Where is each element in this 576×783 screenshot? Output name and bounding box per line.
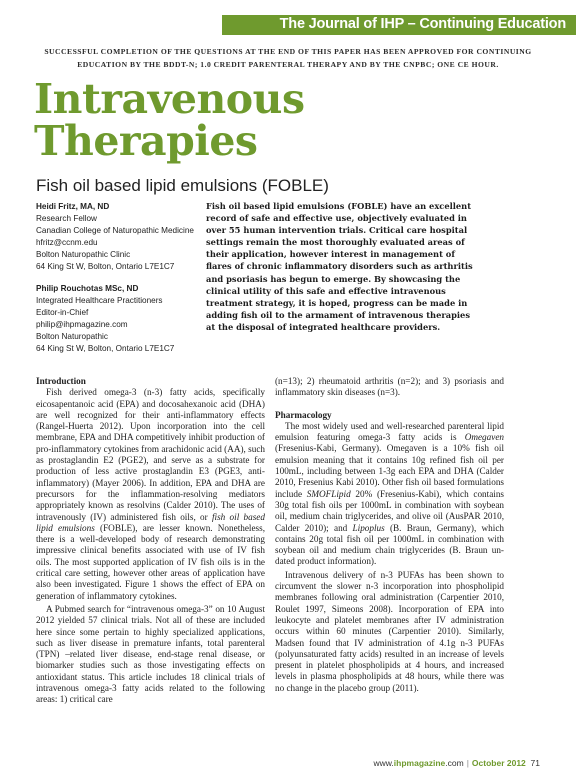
- paragraph: Intravenous delivery of n-3 PUFAs has been shown to circumvent the slower n-3 incorporation into phospholipid membranes following oral administration (Carpentier 2010, Roulet 1997, Simeons 2008). Incorporation of EPA into leukocyte and platelet membranes after IV administration occurs within 60 minutes (Carpentier 2010). Similarly, Madsen found that IV administration of 4.1g n-3 PUFAs (polyunsaturated fatty acids) resulted in an increase of levels present in platelet phospholipids at 4 hours, and increased levels in plasma phospholipids at 48 hours, while there was no change in the placebo group (2011).: [275, 569, 504, 693]
- abstract: Fish oil based lipid emulsions (FOBLE) have an excellent record of safe and effective use, objectively evaluated in over 55 human intervention trials. Critical care hospital settings remain the most thoroughly evaluated areas of their application, however interest in management of flares of chronic inflammatory disorders such as arthritis and psoriasis has begun to emerge. By showcasing the clinical utility of this safe and effective intravenous treatment strategy, it is hoped, progress can be made in adding fish oil to the armament of intravenous therapies at the disposal of integrated healthcare providers.: [206, 201, 473, 332]
- ce-notice: SUCCESSFUL COMPLETION OF THE QUESTIONS AT THE END OF THIS PAPER HAS BEEN APPROVED FOR CONTINUING EDUCATION BY THE BDDT-N; 1.0 CREDIT PARENTERAL THERAPY AND BY THE CNPBC; ONE CE HOUR.: [44, 47, 532, 69]
- journal-banner: [222, 15, 576, 35]
- author-line: Bolton Naturopathic Clinic: [36, 249, 131, 259]
- author-email[interactable]: hfritz@ccnm.edu: [36, 237, 98, 247]
- page-number: 71: [530, 758, 540, 768]
- paragraph: Fish derived omega-3 (n-3) fatty acids, specifically eicosapentanoic acid (EPA) and docosahexanoic acid (DHA) are well recognized for their anti-inflammatory effects (Rangel-Huerta 2012). Upon incorporation into the cell membrane, EPA and DHA competitively inhibit production of pro-inflammatory cytokines from arachidonic acid (AA), such as prostaglandin E2 (PGE2), and serve as a substrate for production of less active prostaglandin E3 (PGE3, anti-inflammatory) (Mayer 2006). In addition, EPA and DHA are precursors for the inflammation-resolving mediators appropriately known as resolvins (Calder 2010). The uses of intravenously (IV) administered fish oils, or fish oil based lipid emulsions (FOBLE), are lesser known. Nonetheless, there is a well-developed body of research demonstrating impressive clinical benefits associated with use of IV fish oils. The most supported application of IV fish oils is in the critical care setting, however other areas of application have also been investigated. Figure 1 shows the effect of EPA on generation of inflammatory cytokines.: [36, 387, 265, 601]
- paragraph: (n=13); 2) rheumatoid arthritis (n=2); and 3) psoriasis and inflammatory skin diseases (n=3).: [275, 376, 504, 398]
- body-column-left: [36, 376, 265, 706]
- title-line-2: Therapies: [34, 117, 258, 165]
- author-2: [36, 283, 206, 354]
- author-name: Heidi Fritz, MA, ND: [36, 202, 110, 211]
- article-title: [34, 75, 305, 165]
- body-column-right: [275, 376, 504, 694]
- author-1: [36, 201, 206, 272]
- author-line: 64 King St W, Bolton, Ontario L7E1C7: [36, 261, 175, 271]
- article-subtitle: Fish oil based lipid emulsions (FOBLE): [36, 176, 329, 195]
- journal-banner-text: The Journal of IHP – Continuing Education: [279, 16, 566, 32]
- author-name: Philip Rouchotas MSc, ND: [36, 284, 139, 294]
- author-block: [36, 201, 206, 366]
- author-line: 64 King St W, Bolton, Ontario L7E1C7: [36, 343, 175, 353]
- page-footer: www.ihpmagazine.com | October 2012 71: [373, 758, 540, 768]
- title-line-1: Intravenous: [34, 75, 305, 123]
- author-line: Canadian College of Naturopathic Medicine: [36, 225, 194, 235]
- author-line: Research Fellow: [36, 213, 97, 223]
- author-email[interactable]: philip@ihpmagazine.com: [36, 320, 128, 330]
- author-line: Integrated Healthcare Practitioners: [36, 296, 163, 306]
- section-heading-pharmacology: Pharmacology: [275, 409, 332, 420]
- author-line: Editor-in-Chief: [36, 308, 89, 318]
- paragraph: The most widely used and well-researched parenteral lipid emulsion featuring omega-3 fatty acids is Omegaven (Fresenius-Kabi, Germany). Omegaven is a 10% fish oil emulsion meaning that it contains 10g refined fish oil per 100mL, including between 1-3g each EPA and DHA (Calder 2010, Fresenius Kabi 2010). Other fish oil based formulations include SMOFLipid 20% (Fresenius-Kabi), which contains 30g total fish oils per 1000mL in combination with soybean oil, medium chain triglycerides, and olive oil (AusPAR 2010, Calder 2010); and Lipoplus (B. Braun, Germany), which contains 20g total fish oil per 1000mL in combination with soybean oil and medium chain triglycerides (B. Braun un-dated product information).: [275, 420, 504, 567]
- footer-date: October 2012: [471, 758, 526, 768]
- author-line: Bolton Naturopathic: [36, 332, 108, 342]
- paragraph: A Pubmed search for “intravenous omega-3” on 10 August 2012 yielded 57 clinical trials. Not all of these are included here since some pertain to highly specialized applications, such as liver disease in premature infants, total parenteral (TPN) –related liver disease, end-stage renal disease, or biomarker studies such as those investigating effects on antioxidant status. This article includes 18 clinical trials of intravenous omega-3 fatty acids related to the following areas: 1) critical care: [36, 603, 265, 705]
- section-heading-introduction: Introduction: [36, 376, 86, 386]
- footer-url[interactable]: www.ihpmagazine.com: [373, 758, 464, 768]
